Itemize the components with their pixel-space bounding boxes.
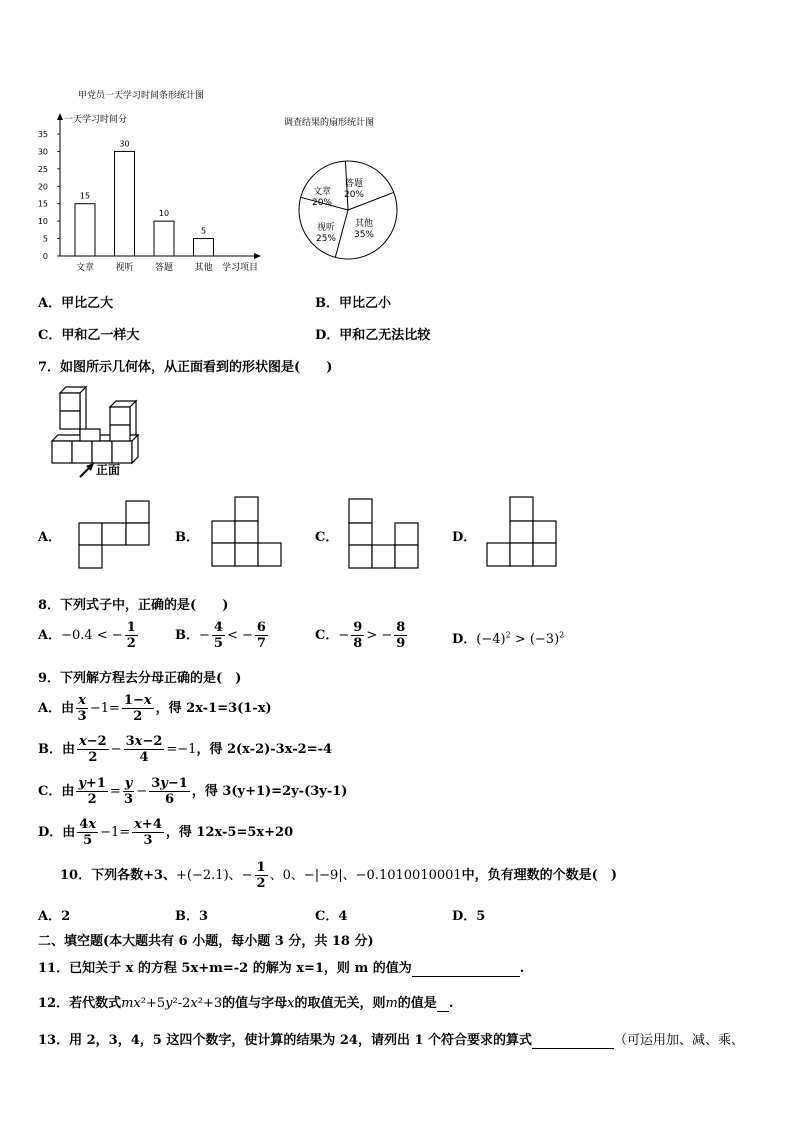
- pie-slice-percent: 20%: [343, 190, 365, 200]
- front-label: 正面: [96, 463, 121, 477]
- q10-stem: 10．下列各数+3、+(−2.1)、− $\frac{1}{2}$ 、0、−|−9|、−0.1010010001中，负有理数的个数是( ): [60, 860, 617, 891]
- q9-option-c[interactable]: C．由 $\frac{y+1}{2}$ = $\frac{y}{3}$ − $\frac{3y-1}{6}$ ，得 3(y+1)=2y-(3y-1): [38, 776, 348, 807]
- x-axis-label: 学习项目: [222, 263, 259, 273]
- pie-slice-label: 文章: [312, 187, 332, 197]
- category-label: 文章: [75, 263, 95, 273]
- y-tick-label: 25: [37, 164, 48, 174]
- bar-value-label: 5: [200, 226, 207, 236]
- q7-option-b-figure[interactable]: [211, 496, 283, 570]
- bar-chart-title: 甲党员一天学习时间条形统计图: [78, 91, 205, 101]
- y-tick-label: 0: [42, 252, 48, 261]
- q8-option-d[interactable]: D．$(-4)^2 > (-3)^2$: [452, 630, 565, 647]
- q12-answer-blank[interactable]: [437, 996, 449, 1012]
- q6-option-a[interactable]: A．甲比乙大: [38, 296, 114, 311]
- bar-答题: [154, 221, 174, 256]
- q7-option-c-label[interactable]: C．: [315, 530, 339, 545]
- y-tick-label: 20: [37, 182, 48, 192]
- q10-option-c[interactable]: C．4: [315, 909, 348, 924]
- q6-option-c[interactable]: C．甲和乙一样大: [38, 328, 140, 343]
- bar-value-label: 15: [79, 191, 91, 201]
- bar-chart: [30, 108, 280, 273]
- q7-option-d-label[interactable]: D．: [452, 530, 477, 545]
- y-axis-arrow: [57, 113, 63, 120]
- pie-slice-percent: 20%: [311, 198, 333, 208]
- q8-option-c[interactable]: C．− $\frac{9}{8}$ > − $\frac{8}{9}$: [315, 620, 406, 651]
- x-axis-arrow: [254, 253, 261, 259]
- y-tick-label: 5: [42, 234, 48, 244]
- q8-option-b[interactable]: B．− $\frac{4}{5}$ < − $\frac{6}{7}$: [175, 620, 266, 651]
- bar-文章: [75, 204, 95, 256]
- q7-option-c-figure[interactable]: [348, 498, 420, 572]
- q9-option-d[interactable]: D．由 $\frac{4x}{5}$ −1= $\frac{x+4}{3}$ ，得 12x-5=5x+20: [38, 817, 294, 848]
- y-tick-label: 35: [37, 130, 48, 139]
- q13-answer-blank[interactable]: [532, 1033, 614, 1049]
- section-2-heading: 二、填空题(本大题共有 6 小题，每小题 3 分，共 18 分): [38, 934, 374, 949]
- q7-stem: 7．如图所示几何体，从正面看到的形状图是( ): [38, 360, 333, 375]
- q7-option-a-label[interactable]: A．: [38, 530, 62, 545]
- pie-chart: [296, 158, 400, 262]
- q8-option-a[interactable]: A．−0.4 < − $\frac{1}{2}$: [38, 620, 136, 651]
- pie-slice-label: 其他: [354, 219, 374, 229]
- pie-chart-title: 调查结果的扇形统计图: [284, 118, 375, 128]
- pie-slice-label: 视听: [316, 223, 336, 233]
- pie-slice-percent: 25%: [315, 234, 337, 244]
- category-label: 其他: [194, 263, 213, 273]
- y-axis-label: 一天学习时间分: [64, 115, 128, 125]
- category-label: 答题: [154, 263, 174, 273]
- q9-option-a[interactable]: A．由 $\frac{x}{3}$ −1= $\frac{1-x}{2}$ ，得 2x-1=3(1-x): [38, 693, 272, 724]
- q10-option-a[interactable]: A．2: [38, 909, 71, 924]
- bar-value-label: 30: [119, 139, 130, 149]
- q6-option-d[interactable]: D．甲和乙无法比较: [315, 328, 431, 343]
- y-tick-label: 10: [37, 217, 48, 227]
- q11: 11．已知关于 x 的方程 5x+m=-2 的解为 x=1，则 m 的值为 .: [38, 961, 525, 976]
- y-tick-label: 15: [37, 199, 48, 209]
- q7-option-d-figure[interactable]: [486, 496, 558, 570]
- y-tick-label: 30: [37, 147, 48, 157]
- q9-option-b[interactable]: B．由 $\frac{x-2}{2}$ − $\frac{3x-2}{4}$ =−1，得 2(x-2)-3x-2=-4: [38, 734, 333, 765]
- q7-option-b-label[interactable]: B．: [175, 530, 199, 545]
- q11-answer-blank[interactable]: [412, 961, 520, 977]
- q13: 13．用 2，3，4，5 这四个数字，使计算的结果为 24，请列出 1 个符合要求的算式 （可运用加、减、乘、: [38, 1033, 745, 1048]
- q8-stem: 8．下列式子中，正确的是( ): [38, 598, 229, 613]
- pie-slice-label: 答题: [344, 179, 364, 189]
- q10-option-b[interactable]: B．3: [175, 909, 209, 924]
- q7-option-a-figure[interactable]: [78, 500, 152, 572]
- q12: 12．若代数式mx²+5y²-2x²+3的值与字母x的取值无关，则m的值是 .: [38, 996, 454, 1011]
- q6-option-b[interactable]: B．甲比乙小: [315, 296, 391, 311]
- bar-其他: [194, 239, 214, 256]
- bar-value-label: 10: [158, 209, 170, 219]
- category-label: 视听: [115, 263, 134, 273]
- q10-option-d[interactable]: D．5: [452, 909, 486, 924]
- pie-slice-percent: 35%: [353, 230, 375, 240]
- q7-solid-figure: [46, 385, 156, 483]
- bar-视听: [115, 151, 135, 256]
- q9-stem: 9．下列解方程去分母正确的是( ): [38, 671, 242, 686]
